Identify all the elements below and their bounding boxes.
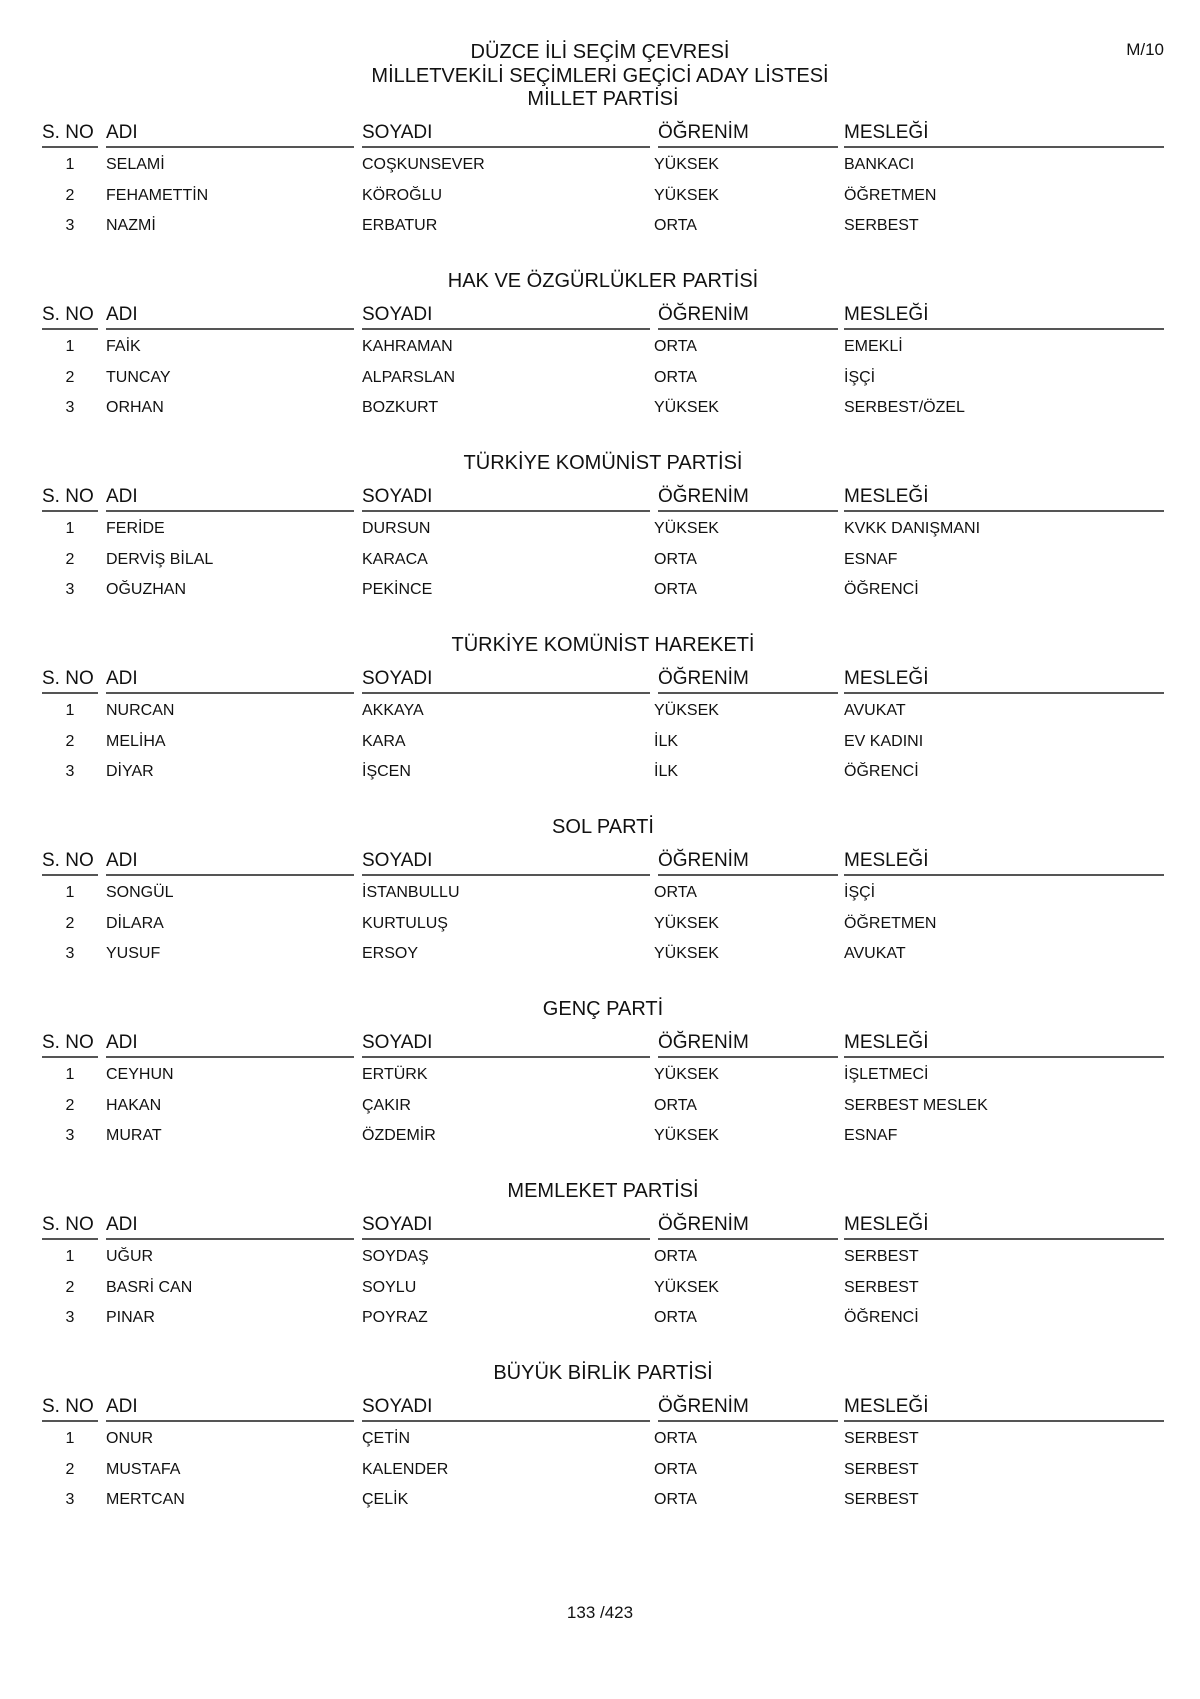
cell-meslegi: ESNAF	[844, 1127, 898, 1144]
column-header-soyadi: SOYADI	[362, 122, 650, 148]
party-section	[42, 270, 1164, 450]
column-header-no: S. NO	[42, 122, 98, 148]
table-header	[42, 1214, 1164, 1240]
cell-ogrenim: YÜKSEK	[654, 702, 719, 719]
cell-meslegi: İŞÇİ	[844, 884, 876, 901]
column-header-ogrenim: ÖĞRENİM	[658, 1396, 838, 1422]
column-header-adi: ADI	[106, 122, 354, 148]
cell-no: 1	[65, 1430, 75, 1447]
cell-no: 1	[65, 884, 75, 901]
column-header-no: S. NO	[42, 850, 98, 876]
cell-meslegi: KVKK DANIŞMANI	[844, 520, 981, 537]
table-row	[42, 1097, 1164, 1125]
cell-meslegi: İŞLETMECİ	[844, 1066, 929, 1083]
cell-soyadi: DURSUN	[362, 520, 431, 537]
cell-meslegi: SERBEST	[844, 1460, 919, 1478]
party-section	[42, 634, 1164, 814]
cell-soyadi: ERBATUR	[362, 217, 438, 234]
cell-ogrenim: İLK	[654, 763, 679, 780]
column-header-adi: ADI	[106, 1396, 354, 1422]
party-title: SOL PARTİ	[552, 816, 654, 838]
column-header-ogrenim: ÖĞRENİM	[658, 850, 838, 876]
table-row	[42, 702, 1164, 730]
cell-adi: DİYAR	[106, 763, 154, 780]
cell-ogrenim: ORTA	[654, 338, 697, 355]
column-header-soyadi: SOYADI	[362, 1396, 650, 1422]
table-header	[42, 304, 1164, 330]
cell-meslegi: SERBEST	[844, 1248, 919, 1265]
cell-no: 1	[65, 156, 75, 173]
cell-no: 1	[65, 1066, 75, 1083]
cell-ogrenim: YÜKSEK	[654, 156, 719, 173]
column-header-no: S. NO	[42, 1396, 98, 1422]
cell-no: 3	[65, 399, 75, 416]
cell-soyadi: ÇETİN	[362, 1430, 410, 1447]
cell-no: 3	[65, 1127, 75, 1144]
cell-adi: MURAT	[106, 1127, 162, 1144]
cell-no: 2	[65, 1460, 75, 1478]
cell-soyadi: ALPARSLAN	[362, 368, 456, 386]
cell-adi: FERİDE	[106, 520, 165, 537]
cell-no: 2	[65, 186, 75, 204]
column-header-soyadi: SOYADI	[362, 1032, 650, 1058]
cell-soyadi: İSTANBULLU	[362, 884, 460, 901]
column-header-meslegi: MESLEĞİ	[844, 1214, 1164, 1240]
cell-soyadi: ERSOY	[362, 945, 419, 962]
cell-adi: PINAR	[106, 1309, 155, 1326]
cell-no: 2	[65, 732, 75, 750]
table-header	[42, 1396, 1164, 1422]
cell-ogrenim: YÜKSEK	[654, 186, 719, 204]
cell-adi: HAKAN	[106, 1096, 162, 1114]
cell-adi: ORHAN	[106, 399, 164, 416]
column-header-no: S. NO	[42, 668, 98, 694]
cell-adi: SONGÜL	[106, 884, 174, 901]
cell-soyadi: ERTÜRK	[362, 1066, 428, 1083]
cell-meslegi: ÖĞRETMEN	[844, 186, 937, 204]
cell-soyadi: COŞKUNSEVER	[362, 156, 485, 173]
column-header-ogrenim: ÖĞRENİM	[658, 1032, 838, 1058]
cell-adi: MERTCAN	[106, 1491, 185, 1508]
cell-ogrenim: YÜKSEK	[654, 945, 719, 962]
party-section	[42, 1180, 1164, 1360]
cell-no: 1	[65, 520, 75, 537]
table-row	[42, 733, 1164, 761]
cell-no: 3	[65, 1309, 75, 1326]
cell-soyadi: KARACA	[362, 550, 428, 568]
cell-soyadi: SOYLU	[362, 1278, 417, 1296]
cell-ogrenim: ORTA	[654, 1460, 697, 1478]
cell-soyadi: ÖZDEMİR	[362, 1127, 436, 1144]
cell-meslegi: ÖĞRETMEN	[844, 914, 937, 932]
cell-no: 2	[65, 550, 75, 568]
table-row	[42, 1461, 1164, 1489]
column-header-adi: ADI	[106, 850, 354, 876]
party-title: MEMLEKET PARTİSİ	[507, 1180, 699, 1202]
column-header-meslegi: MESLEĞİ	[844, 122, 1164, 148]
cell-meslegi: İŞÇİ	[844, 368, 876, 386]
cell-ogrenim: YÜKSEK	[654, 914, 719, 932]
column-header-meslegi: MESLEĞİ	[844, 1032, 1164, 1058]
column-header-soyadi: SOYADI	[362, 1214, 650, 1240]
table-row	[42, 187, 1164, 215]
cell-meslegi: BANKACI	[844, 156, 915, 173]
cell-meslegi: AVUKAT	[844, 945, 906, 962]
header-line-1: DÜZCE İLİ SEÇİM ÇEVRESİ	[470, 41, 730, 63]
table-row	[42, 520, 1164, 548]
cell-meslegi: SERBEST/ÖZEL	[844, 399, 965, 416]
cell-ogrenim: ORTA	[654, 1096, 697, 1114]
cell-meslegi: SERBEST	[844, 1430, 919, 1447]
column-header-soyadi: SOYADI	[362, 304, 650, 330]
cell-meslegi: SERBEST	[844, 1278, 919, 1296]
cell-ogrenim: ORTA	[654, 217, 697, 234]
cell-ogrenim: YÜKSEK	[654, 1066, 719, 1083]
cell-meslegi: EV KADINI	[844, 732, 924, 750]
cell-ogrenim: ORTA	[654, 1430, 697, 1447]
cell-soyadi: KURTULUŞ	[362, 914, 448, 932]
page-code: M/10	[1126, 40, 1164, 59]
cell-adi: MELİHA	[106, 732, 166, 750]
cell-soyadi: POYRAZ	[362, 1309, 428, 1326]
cell-soyadi: PEKİNCE	[362, 581, 433, 598]
cell-adi: MUSTAFA	[106, 1460, 181, 1478]
party-title: MİLLET PARTİSİ	[527, 88, 679, 110]
cell-no: 2	[65, 368, 75, 386]
column-header-ogrenim: ÖĞRENİM	[658, 122, 838, 148]
table-row	[42, 217, 1164, 245]
column-header-no: S. NO	[42, 1032, 98, 1058]
cell-no: 3	[65, 763, 75, 780]
column-header-meslegi: MESLEĞİ	[844, 850, 1164, 876]
cell-meslegi: EMEKLİ	[844, 338, 903, 355]
cell-soyadi: KARA	[362, 732, 406, 750]
cell-ogrenim: ORTA	[654, 368, 697, 386]
cell-adi: ONUR	[106, 1430, 154, 1447]
column-header-no: S. NO	[42, 304, 98, 330]
table-row	[42, 945, 1164, 973]
column-header-adi: ADI	[106, 486, 354, 512]
cell-adi: OĞUZHAN	[106, 581, 186, 598]
cell-meslegi: ÖĞRENCİ	[844, 581, 919, 598]
table-row	[42, 915, 1164, 943]
cell-adi: DERVİŞ BİLAL	[106, 550, 214, 568]
cell-adi: YUSUF	[106, 945, 161, 962]
header-line-2: MİLLETVEKİLİ SEÇİMLERİ GEÇİCİ ADAY LİSTESİ	[371, 65, 829, 87]
party-title: TÜRKİYE KOMÜNİST HAREKETİ	[451, 634, 755, 656]
cell-adi: TUNCAY	[106, 368, 171, 386]
column-header-soyadi: SOYADI	[362, 850, 650, 876]
cell-adi: FEHAMETTİN	[106, 186, 209, 204]
table-row	[42, 1309, 1164, 1337]
column-header-meslegi: MESLEĞİ	[844, 486, 1164, 512]
table-row	[42, 156, 1164, 184]
cell-no: 2	[65, 914, 75, 932]
cell-adi: CEYHUN	[106, 1066, 174, 1083]
table-row	[42, 369, 1164, 397]
cell-ogrenim: ORTA	[654, 581, 697, 598]
cell-adi: BASRİ CAN	[106, 1278, 193, 1296]
cell-no: 3	[65, 581, 75, 598]
cell-soyadi: KÖROĞLU	[362, 186, 443, 204]
cell-adi: FAİK	[106, 338, 141, 355]
table-row	[42, 884, 1164, 912]
party-title: GENÇ PARTİ	[542, 998, 664, 1020]
cell-adi: SELAMİ	[106, 156, 165, 173]
table-row	[42, 581, 1164, 609]
party-title: BÜYÜK BİRLİK PARTİSİ	[493, 1362, 713, 1384]
cell-soyadi: ÇELİK	[362, 1491, 409, 1508]
cell-adi: NAZMİ	[106, 217, 156, 234]
cell-no: 1	[65, 338, 75, 355]
table-row	[42, 1279, 1164, 1307]
cell-no: 3	[65, 1491, 75, 1508]
cell-adi: UĞUR	[106, 1248, 154, 1265]
cell-adi: NURCAN	[106, 702, 175, 719]
column-header-meslegi: MESLEĞİ	[844, 304, 1164, 330]
column-header-soyadi: SOYADI	[362, 668, 650, 694]
column-header-no: S. NO	[42, 486, 98, 512]
table-row	[42, 338, 1164, 366]
cell-no: 3	[65, 945, 75, 962]
table-header	[42, 850, 1164, 876]
column-header-ogrenim: ÖĞRENİM	[658, 486, 838, 512]
cell-meslegi: SERBEST MESLEK	[844, 1096, 988, 1114]
column-header-ogrenim: ÖĞRENİM	[658, 668, 838, 694]
cell-no: 3	[65, 217, 75, 234]
cell-ogrenim: ORTA	[654, 550, 697, 568]
cell-ogrenim: ORTA	[654, 1248, 697, 1265]
party-section	[42, 816, 1164, 996]
cell-soyadi: BOZKURT	[362, 399, 439, 416]
column-header-soyadi: SOYADI	[362, 486, 650, 512]
cell-soyadi: ÇAKIR	[362, 1096, 411, 1114]
table-row	[42, 1066, 1164, 1094]
cell-ogrenim: YÜKSEK	[654, 520, 719, 537]
party-title: TÜRKİYE KOMÜNİST PARTİSİ	[463, 452, 743, 474]
table-header	[42, 486, 1164, 512]
cell-soyadi: KALENDER	[362, 1460, 449, 1478]
table-header	[42, 668, 1164, 694]
column-header-meslegi: MESLEĞİ	[844, 1396, 1164, 1422]
cell-meslegi: ÖĞRENCİ	[844, 763, 919, 780]
cell-meslegi: ÖĞRENCİ	[844, 1309, 919, 1326]
column-header-ogrenim: ÖĞRENİM	[658, 304, 838, 330]
column-header-adi: ADI	[106, 668, 354, 694]
party-section	[42, 998, 1164, 1178]
cell-meslegi: ESNAF	[844, 550, 898, 568]
column-header-ogrenim: ÖĞRENİM	[658, 1214, 838, 1240]
cell-soyadi: KAHRAMAN	[362, 338, 453, 355]
cell-no: 2	[65, 1278, 75, 1296]
party-title: HAK VE ÖZGÜRLÜKLER PARTİSİ	[447, 270, 759, 292]
cell-soyadi: AKKAYA	[362, 702, 424, 719]
cell-soyadi: SOYDAŞ	[362, 1248, 429, 1265]
cell-ogrenim: YÜKSEK	[654, 1127, 719, 1144]
cell-ogrenim: YÜKSEK	[654, 1278, 719, 1296]
cell-meslegi: AVUKAT	[844, 702, 906, 719]
cell-ogrenim: İLK	[654, 732, 679, 750]
cell-adi: DİLARA	[106, 914, 164, 932]
cell-meslegi: SERBEST	[844, 217, 919, 234]
cell-ogrenim: ORTA	[654, 1491, 697, 1508]
cell-ogrenim: YÜKSEK	[654, 399, 719, 416]
column-header-adi: ADI	[106, 1214, 354, 1240]
cell-no: 1	[65, 702, 75, 719]
table-header	[42, 1032, 1164, 1058]
table-row	[42, 1430, 1164, 1458]
cell-meslegi: SERBEST	[844, 1491, 919, 1508]
table-row	[42, 1491, 1164, 1519]
cell-ogrenim: ORTA	[654, 884, 697, 901]
table-header	[42, 122, 1164, 148]
table-row	[42, 763, 1164, 791]
party-section	[42, 1362, 1164, 1542]
column-header-adi: ADI	[106, 1032, 354, 1058]
table-row	[42, 1127, 1164, 1155]
cell-no: 1	[65, 1248, 75, 1265]
table-row	[42, 399, 1164, 427]
page-number: 133 /423	[566, 1603, 634, 1622]
cell-ogrenim: ORTA	[654, 1309, 697, 1326]
cell-no: 2	[65, 1096, 75, 1114]
cell-soyadi: İŞCEN	[362, 763, 411, 780]
column-header-adi: ADI	[106, 304, 354, 330]
party-section	[42, 452, 1164, 632]
table-row	[42, 1248, 1164, 1276]
party-section	[42, 88, 1164, 268]
column-header-no: S. NO	[42, 1214, 98, 1240]
column-header-meslegi: MESLEĞİ	[844, 668, 1164, 694]
table-row	[42, 551, 1164, 579]
document-header	[0, 40, 1200, 88]
